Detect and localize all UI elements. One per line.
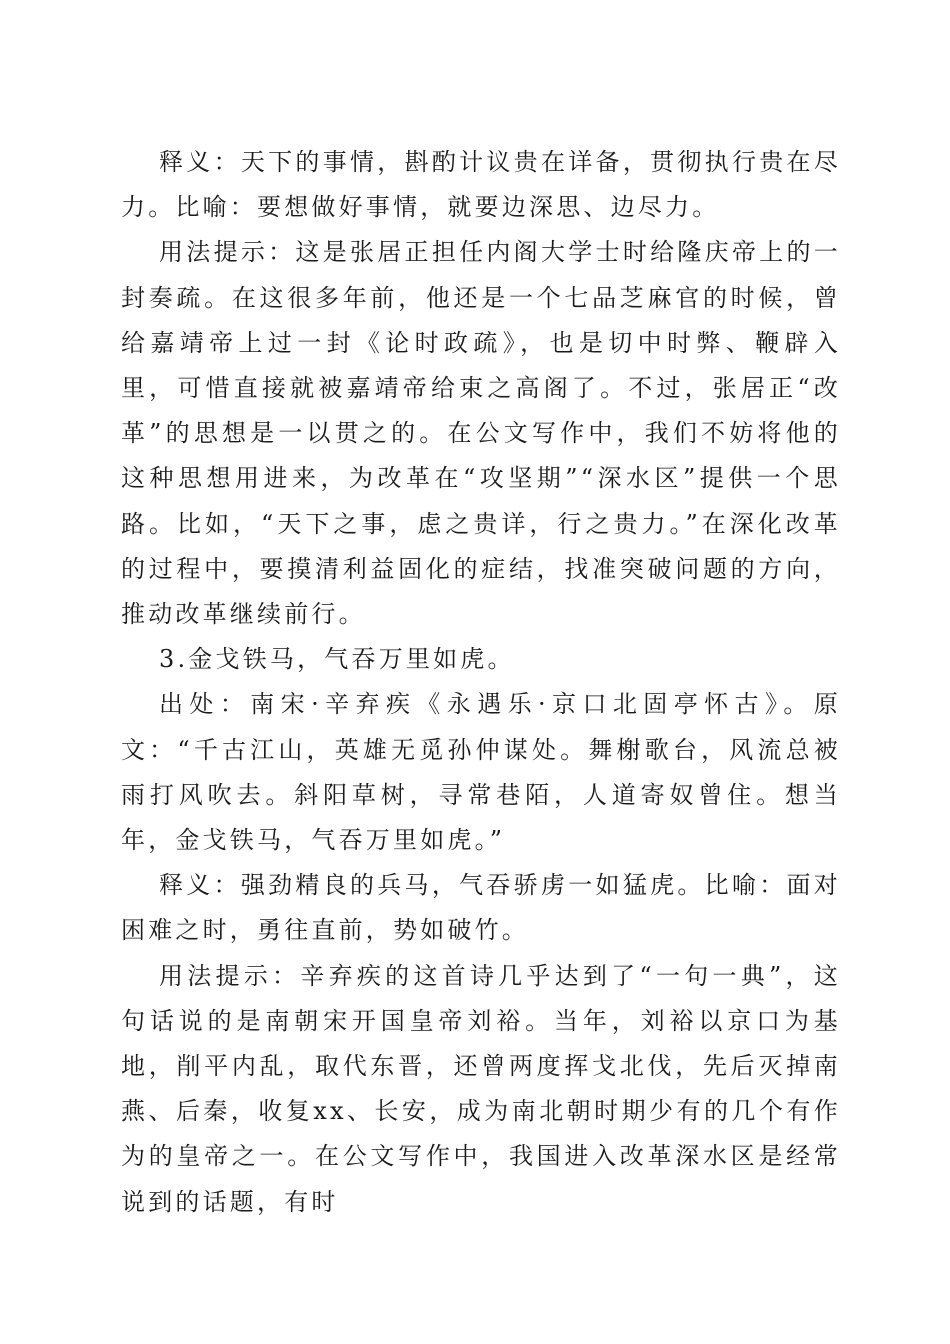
paragraph-usage-tip-3: 用法提示：辛弃疾的这首诗几乎达到了“一句一典”，这句话说的是南朝宋开国皇帝刘裕。当年，刘裕以京口为基地，削平内乱，取代东晋，还曾两度挥戈北伐，先后灭掉南燕、后秦，收复xx、长安，成为南北朝时期少有的几个有作为的皇帝之一。在公文写作中，我国进入改革深水区是经常说到的话题，有时 (121, 961, 841, 1216)
paragraph-explanation-3: 释义：强劲精良的兵马，气吞骄虏一如猛虎。比喻：面对困难之时，勇往直前，势如破竹。 (121, 871, 841, 945)
document-body (121, 140, 841, 1225)
paragraph-heading-3: 3.金戈铁马，气吞万里如虎。 (159, 645, 515, 674)
paragraph-source-3: 出处：南宋·辛弃疾《永遇乐·京口北固亭怀古》。原文：“千古江山，英雄无觅孙仲谋处。舞榭歌台，风流总被雨打风吹去。斜阳草树，寻常巷陌，人道寄奴曾住。想当年，金戈铁马，气吞万里如虎。” (121, 690, 841, 855)
paragraph-usage-tip-1: 用法提示：这是张居正担任内阁大学士时给隆庆帝上的一封奏疏。在这很多年前，他还是一个七品芝麻官的时候，曾给嘉靖帝上过一封《论时政疏》，也是切中时弊、鞭辟入里，可惜直接就被嘉靖帝给束之高阁了。不过，张居正“改革”的思想是一以贯之的。在公文写作中，我们不妨将他的这种思想用进来，为改革在“攻坚期”“深水区”提供一个思路。比如，“天下之事，虑之贵详，行之贵力。”在深化改革的过程中，要摸清利益固化的症结，找准突破问题的方向，推动改革继续前行。 (121, 238, 841, 629)
paragraph-explanation-1: 释义：天下的事情，斟酌计议贵在详备，贯彻执行贵在尽力。比喻：要想做好事情，就要边深思、边尽力。 (121, 148, 841, 222)
